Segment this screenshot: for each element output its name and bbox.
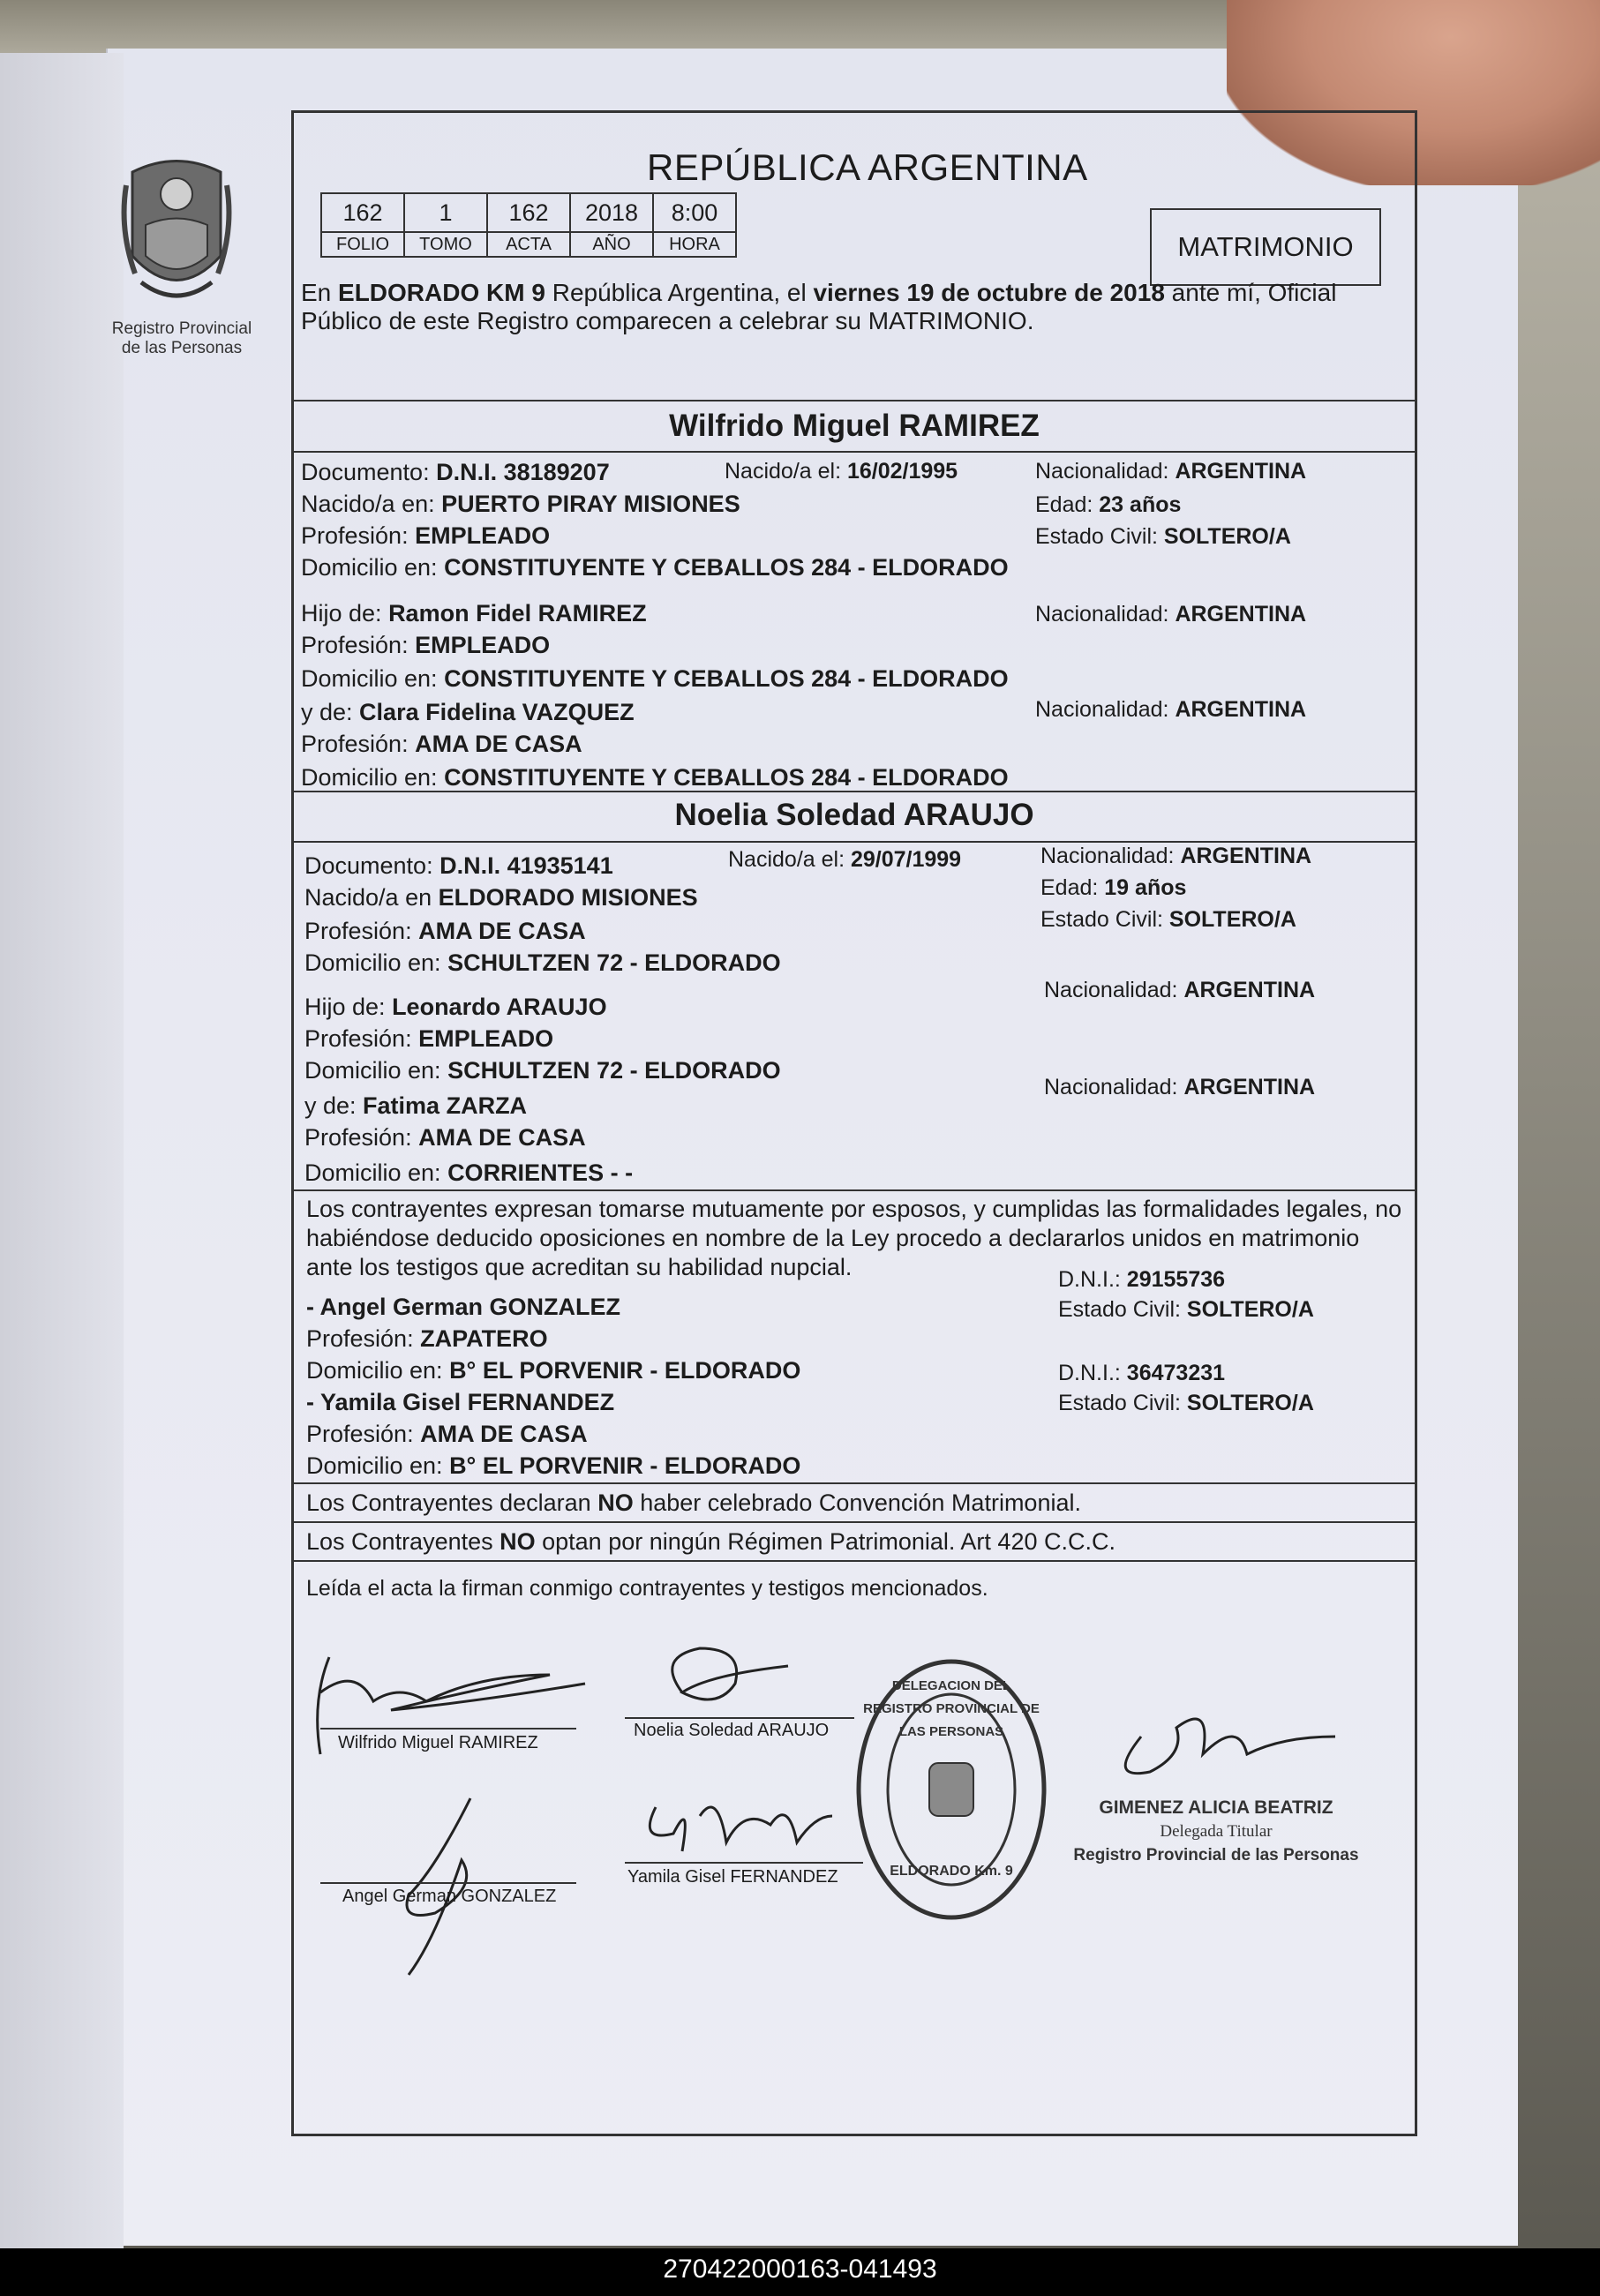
certificate-type: MATRIMONIO	[1150, 208, 1381, 286]
spouse1-mother-nationality: Nacionalidad: ARGENTINA	[1035, 697, 1307, 722]
witness1-profession: Profesión: ZAPATERO	[306, 1325, 548, 1352]
witness2-dni: D.N.I.: 36473231	[1058, 1361, 1226, 1385]
official-role: Delegada Titular	[1160, 1822, 1273, 1841]
closing-text: Leída el acta la firman conmigo contrayentes y testigos mencionados.	[306, 1576, 988, 1601]
acta-value: 162	[487, 193, 570, 232]
stamp-city-text: ELDORADO Km. 9	[890, 1864, 1013, 1879]
spouse2-father-profession: Profesión: EMPLEADO	[304, 1025, 554, 1052]
witness1-name: - Angel German GONZALEZ	[306, 1294, 621, 1320]
barcode-number: 270422000163-041493	[663, 2255, 937, 2284]
divider	[294, 791, 1415, 792]
spouse2-birthdate: Nacido/a el: 29/07/1999	[728, 847, 962, 872]
provincial-emblem-icon	[119, 150, 234, 318]
spouse1-father-nationality: Nacionalidad: ARGENTINA	[1035, 602, 1307, 627]
signature-noelia-icon	[629, 1631, 823, 1728]
witness2-civil-status: Estado Civil: SOLTERO/A	[1058, 1391, 1314, 1415]
divider	[294, 1482, 1415, 1484]
signature-line	[320, 1728, 576, 1730]
spouse1-birthdate: Nacido/a el: 16/02/1995	[725, 459, 958, 484]
folio-value: 162	[321, 193, 404, 232]
signature-name-2: Noelia Soledad ARAUJO	[634, 1721, 830, 1740]
spouse1-address: Domicilio en: CONSTITUYENTE Y CEBALLOS 284 - ELDORADO	[301, 554, 1009, 581]
spouse1-nationality: Nacionalidad: ARGENTINA	[1035, 459, 1307, 484]
official-organization: Registro Provincial de las Personas	[1073, 1846, 1359, 1865]
spouse1-father-profession: Profesión: EMPLEADO	[301, 632, 551, 658]
document-title: REPÚBLICA ARGENTINA	[647, 146, 1088, 188]
witness2-profession: Profesión: AMA DE CASA	[306, 1421, 588, 1447]
spouse2-father-nationality: Nacionalidad: ARGENTINA	[1044, 978, 1316, 1002]
official-name: GIMENEZ ALICIA BEATRIZ	[1099, 1797, 1333, 1818]
regime-statement: Los Contrayentes NO optan por ningún Régimen Patrimonial. Art 420 C.C.C.	[306, 1528, 1115, 1555]
spouse1-mother-profession: Profesión: AMA DE CASA	[301, 731, 582, 757]
intro-text: ante mí, Oficial Público de este Registro comparecen a celebrar su MATRIMONIO.	[301, 279, 1337, 334]
acta-label: ACTA	[487, 232, 570, 257]
spouse2-mother-nationality: Nacionalidad: ARGENTINA	[1044, 1075, 1316, 1099]
intro-paragraph	[301, 279, 1408, 335]
marriage-certificate-form	[291, 110, 1417, 2136]
spouse2-mother: y de: Fatima ZARZA	[304, 1092, 528, 1119]
signature-line	[625, 1862, 863, 1864]
spouse2-profession: Profesión: AMA DE CASA	[304, 918, 586, 944]
spouse2-father: Hijo de: Leonardo ARAUJO	[304, 994, 607, 1020]
divider	[294, 1560, 1415, 1562]
witness1-dni: D.N.I.: 29155736	[1058, 1267, 1226, 1292]
spouse2-nationality: Nacionalidad: ARGENTINA	[1040, 844, 1312, 868]
registry-table	[320, 192, 737, 258]
book-gutter	[0, 53, 124, 2259]
spouse1-mother: y de: Clara Fidelina VAZQUEZ	[301, 699, 635, 725]
declaration-text: Los contrayentes expresan tomarse mutuamente por esposos, y cumplidas las formalidades legales, no habiéndose deducido oposiciones en nombre de la Ley procedo a declararlos unidos en matrimonio ante los testigos que acreditan su habilidad nupcial.	[306, 1196, 1402, 1280]
emblem-label: Registro Provincial de las Personas	[111, 319, 252, 357]
anio-label: AÑO	[570, 232, 653, 257]
intro-text: República Argentina, el	[545, 279, 814, 306]
spouse2-father-address: Domicilio en: SCHULTZEN 72 - ELDORADO	[304, 1057, 781, 1084]
divider	[294, 1521, 1415, 1523]
spouse1-civil-status: Estado Civil: SOLTERO/A	[1035, 524, 1291, 549]
spouse1-birthplace: Nacido/a en: PUERTO PIRAY MISIONES	[301, 491, 740, 517]
signature-line	[625, 1717, 854, 1719]
divider	[294, 451, 1415, 453]
spouse1-profession: Profesión: EMPLEADO	[301, 522, 551, 549]
divider	[294, 400, 1415, 401]
spouse2-document: Documento: D.N.I. 41935141	[304, 852, 613, 879]
signature-name-3: Angel German GONZALEZ	[342, 1887, 557, 1906]
witness1-civil-status: Estado Civil: SOLTERO/A	[1058, 1297, 1314, 1322]
hora-value: 8:00	[653, 193, 736, 232]
spouse1-father-address: Domicilio en: CONSTITUYENTE Y CEBALLOS 284 - ELDORADO	[301, 665, 1009, 692]
convention-statement: Los Contrayentes declaran NO haber celebrado Convención Matrimonial.	[306, 1489, 1081, 1516]
spouse1-document: Documento: D.N.I. 38189207	[301, 459, 610, 485]
spouse2-name: Noelia Soledad ARAUJO	[674, 798, 1034, 832]
signature-line	[320, 1882, 576, 1884]
anio-value: 2018	[570, 193, 653, 232]
spouse1-age: Edad: 23 años	[1035, 492, 1182, 517]
tomo-label: TOMO	[404, 232, 487, 257]
signature-name-1: Wilfrido Miguel RAMIREZ	[338, 1733, 538, 1752]
spouse1-mother-address: Domicilio en: CONSTITUYENTE Y CEBALLOS 284 - ELDORADO	[301, 764, 1009, 791]
tomo-value: 1	[404, 193, 487, 232]
hora-label: HORA	[653, 232, 736, 257]
signature-name-4: Yamila Gisel FERNANDEZ	[627, 1867, 838, 1887]
witness1-address: Domicilio en: B° EL PORVENIR - ELDORADO	[306, 1357, 801, 1384]
spouse2-birthplace: Nacido/a en ELDORADO MISIONES	[304, 884, 698, 911]
intro-place: ELDORADO KM 9	[338, 279, 545, 306]
signature-official-icon	[1088, 1684, 1353, 1798]
spouse2-address: Domicilio en: SCHULTZEN 72 - ELDORADO	[304, 949, 781, 976]
intro-text: En	[301, 279, 339, 306]
witness2-address: Domicilio en: B° EL PORVENIR - ELDORADO	[306, 1452, 801, 1479]
spouse1-name: Wilfrido Miguel RAMIREZ	[669, 409, 1040, 443]
spouse2-mother-profession: Profesión: AMA DE CASA	[304, 1124, 586, 1151]
divider	[294, 1189, 1415, 1191]
spouse2-mother-address: Domicilio en: CORRIENTES - -	[304, 1159, 634, 1186]
spouse1-father: Hijo de: Ramon Fidel RAMIREZ	[301, 600, 647, 627]
spouse2-civil-status: Estado Civil: SOLTERO/A	[1040, 907, 1296, 932]
folio-label: FOLIO	[321, 232, 404, 257]
spouse2-age: Edad: 19 años	[1040, 875, 1187, 900]
witness2-name: - Yamila Gisel FERNANDEZ	[306, 1389, 615, 1415]
stamp-ring-text: DELEGACION DEL REGISTRO PROVINCIAL DE LAS PERSONAS	[863, 1678, 1040, 1739]
divider	[294, 841, 1415, 843]
intro-date: viernes 19 de octubre de 2018	[813, 279, 1165, 306]
